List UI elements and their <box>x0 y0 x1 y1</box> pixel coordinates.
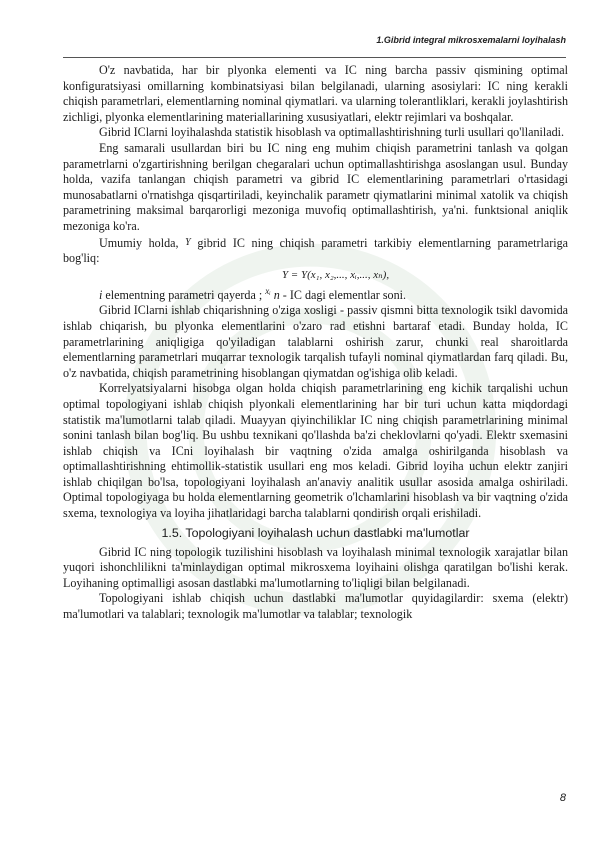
paragraph <box>63 235 568 267</box>
paragraph: Korrelyatsiyalarni hisobga olgan holda chiqish parametrlarining eng kichik tarqalishi uchun optimal topologiyani ishlab chiqish plyonkali elementlarining har bir turi uchun katta miqdordagi statistik ma'lumotlarni talab qiladi. Muayyan qiyinchiliklar IC ning chiqish parametrlarining minimal sonini tanlash bilan bog'liq. Bu ushbu texnikani qo'llashda ba'zi cheklovlarni qo'yadi. Elektr sxemasini ishlab chiqish va ICni loyihalash bir vaqtning o'zida amalga oshirilganda hisoblash va optimallashtirishning ehtimollik-statistik usullari eng mos keladi. Gibrid loyiha uchun elektr zanjiri ishlab chiqilgan bo'lsa, topologiyani loyihalash an'anaviy analitik usullar asosida amalga oshiriladi. Optimal topologiyaga bu holda elementlarning geometrik o'lchamlarini hisoblash va bir vaqtning o'zida sxema, texnologiya va loyiha jihatlaridagi barcha talablarni qondirish orqali erishiladi. <box>63 381 568 521</box>
variable-n: n <box>273 287 280 302</box>
paragraph: O'z navbatida, har bir plyonka elementi va IC ning barcha passiv qismining optimal konfiguratsiyasi omillarning kombinatsiyasi bilan belgilanadi, ularning asosiylari: IC ning kerakli chiqish parametrlari, elementlarning nominal qiymatlari. va ularning tolerantliklari, kerakli joylashtirish zichligi, plyonka elementlarining materiallarining xususiyatlari, elektr rejimlari va boshqalar. <box>63 63 568 124</box>
paragraph: Topologiyani ishlab chiqish uchun dastlabki ma'lumotlar quyidagilardir: sxema (elektr) ma'lumotlari va talablari; texnologik ma'lumotlar va talablar; texnologik <box>63 591 568 622</box>
paragraph-text: gibrid IC ning chiqish parametri tarkibiy elementlarning parametrlariga bog'liq: <box>63 235 569 266</box>
paragraph: Gibrid IClarni loyihalashda statistik hisoblash va optimallashtirishning turli usullari qo'llaniladi. <box>99 125 565 140</box>
paragraph-text: Umumiy holda, <box>99 235 179 250</box>
paragraph: Eng samarali usullardan biri bu IC ning eng muhim chiqish parametrini tanlash va qolgan parametrlarni o'zgartirishning berilgan chegaralari uchun optimallashtirishga asoslangan usul. Bunday holda, vazifa tanlangan chiqish parametri va gibrid IC elementlarining parametrlari o'rtasidagi munosabatlarni o'rnatishga qisqartiriladi, keyinchalik parametr qiymatlarini minimal xatolik va chiqish parametrining maksimal barqarorligi mezoniga muvofiq optimallashtirish, ya'ni. funktsional aniqlik mezoniga ko'ra. <box>63 140 568 233</box>
formula-expression: Y = Y(x₁, x₂,..., xᵢ,..., xₙ) <box>281 268 387 281</box>
paragraph: Gibrid IClarni ishlab chiqarishning o'ziga xosligi - passiv qismni bitta texnologik tsikl davomida ishlab chiqarish, bu plyonka elementlarini o'zaro rad etishni bartaraf etadi. Bunday holda, IC parametrlarining aniqligiga qo'yiladigan talablarni oshirish zarur, chunki real sharoitlarda elementlarning parametrlari muqarrar texnologik tarqalish tufayli nominal qiymatlardan farq qiladi. Bu, o'z navbatida, chiqish parametrining hisoblangan qiymatdan og'ishiga olib keladi. <box>63 303 568 380</box>
paragraph-text: - IC dagi elementlar soni. <box>279 287 407 302</box>
paragraph: Gibrid IC ning topologik tuzilishini hisoblash va loyihalash minimal texnologik xarajatlar bilan yuqori ishonchlilikni ta'minlaydigan optimal mikrosxema loyihaini olishga qaratilgan bo'lishi kerak. Loyihaning optimalligi asosan dastlabki ma'lumotlarning to'liqligi bilan belgilanadi. <box>63 544 568 590</box>
formula <box>63 267 568 284</box>
document-body <box>63 63 568 623</box>
section-heading: 1.5. Topologiyani loyihalash uchun dastlabki ma'lumotlar <box>161 525 470 540</box>
page-number: 8 <box>559 792 566 804</box>
paragraph <box>63 284 568 304</box>
formula-tail: , <box>386 268 390 281</box>
running-header: 1.Gibrid integral mikrosxemalarni loyihalash <box>376 35 566 45</box>
variable-xi: xᵢ <box>265 285 271 296</box>
variable-y: Y <box>185 236 191 248</box>
paragraph-text: elementning parametri qayerda ; <box>102 287 263 302</box>
header-divider <box>63 57 566 58</box>
variable-i: i <box>99 287 103 302</box>
